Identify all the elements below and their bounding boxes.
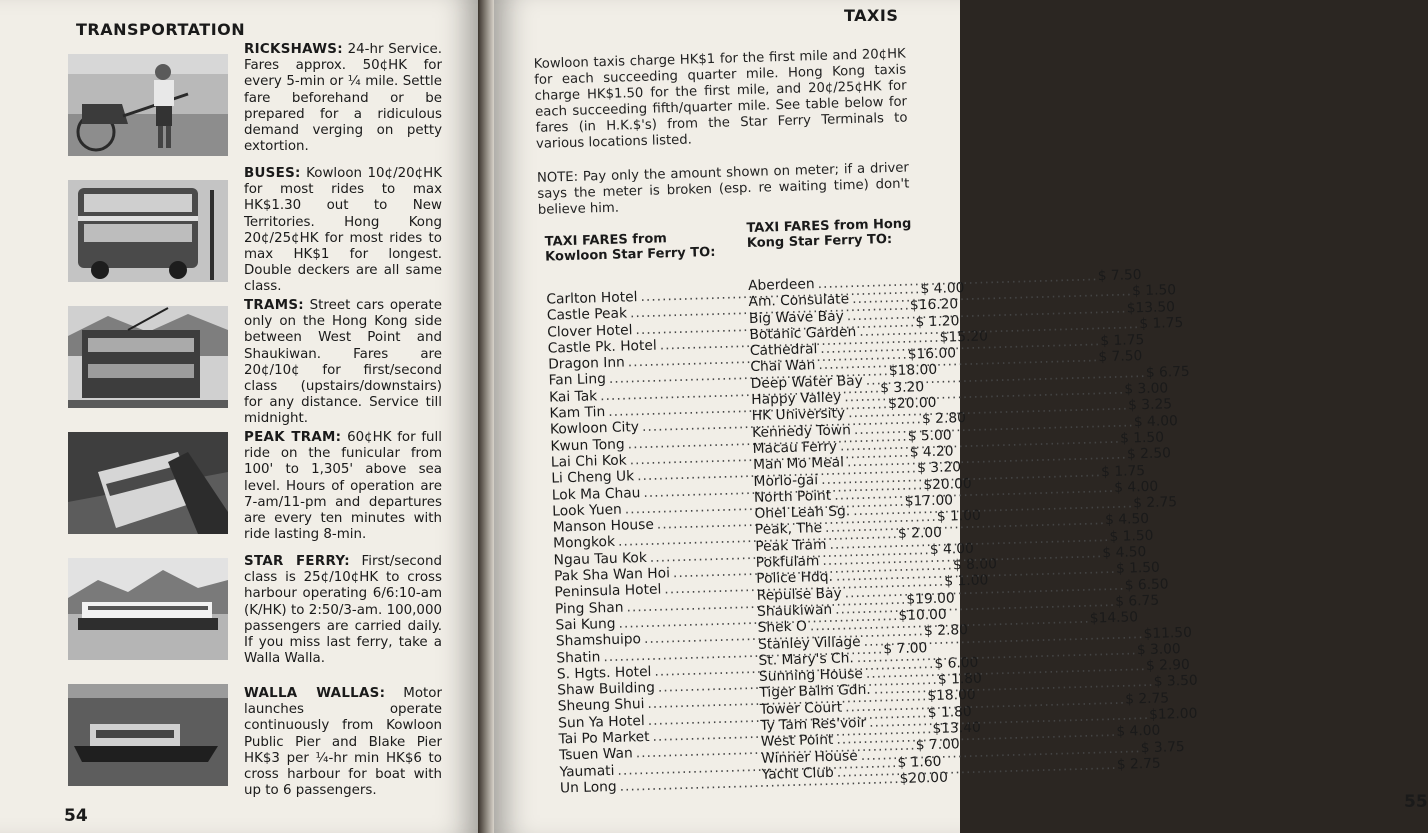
walla-walla-photo <box>68 684 228 786</box>
fare-destination: Aberdeen <box>747 276 815 295</box>
fare-destination: Fan Ling <box>548 371 607 390</box>
fare-destination: Sun Ya Hotel <box>557 712 645 732</box>
fare-destination: Tsuen Wan <box>558 745 633 764</box>
fare-destination: Ty Tam Res'voir <box>760 714 867 734</box>
fare-amount: $ 6.00 <box>934 654 979 672</box>
fare-destination: Lok Ma Chau <box>551 484 641 504</box>
fare-destination: Yacht Club <box>761 764 835 783</box>
tram-photo <box>68 306 228 408</box>
fare-amount: $ 5.00 <box>907 427 952 445</box>
entry-text: Street cars operate only on the Hong Kong side between West Point and Shaukiwan. Fares are 20¢/10¢ for first/second class (upstairs/downstairs) for any distance. Service till midnight. <box>244 298 442 427</box>
fare-amount: $18.00 <box>927 687 976 705</box>
fare-destination: Mongkok <box>552 534 616 553</box>
fare-amount: $ 4.20 <box>909 443 954 461</box>
fare-amount: $ 3.25 <box>1127 396 1173 414</box>
fare-destination: Shatin <box>556 648 601 667</box>
fare-destination: Happy Valley <box>751 389 842 409</box>
left-page <box>0 0 478 833</box>
fare-amount: $ 3.50 <box>1153 673 1198 691</box>
fare-destination: North Point <box>753 487 832 506</box>
entry-text: First/second class is 25¢/10¢HK to cross harbour operating 6/6:10-am (K/HK) to 2:50/3-am. 100,000 passengers are carried daily. If you miss last ferry, take a Walla Walla. <box>244 554 442 667</box>
fare-amount: $ 4.00 <box>1133 412 1178 430</box>
fare-destination: Macau Ferry <box>752 438 838 457</box>
right-page <box>494 0 1428 833</box>
fare-amount: $16.00 <box>907 345 957 363</box>
entry-walla-wallas <box>244 686 442 799</box>
fare-destination: Peak Tram <box>755 536 827 555</box>
page-number: 54 <box>64 806 88 826</box>
fare-amount: $ 3.00 <box>1124 380 1169 398</box>
fare-amount: $12.00 <box>1148 705 1198 723</box>
fare-destination: Tower Court <box>759 699 843 718</box>
entry-rickshaws <box>244 42 442 155</box>
page-number: 55 <box>1404 792 1428 812</box>
fare-amount: $ 1.50 <box>1115 559 1161 578</box>
fare-destination: Lai Chi Kok <box>550 452 627 471</box>
fare-destination: Ping Shan <box>554 599 624 618</box>
fare-destination: Botanic Garden <box>749 323 857 343</box>
fare-destination: Cathedral <box>749 341 818 360</box>
fare-amount: $ 1.00 <box>944 572 989 590</box>
rickshaw-photo <box>68 54 228 156</box>
fare-amount: $ 7.00 <box>883 639 928 657</box>
fare-amount: $ 2.75 <box>1116 755 1161 773</box>
fare-amount: $ 1.80 <box>937 670 983 688</box>
fare-destination: Deep Water Bay <box>750 372 863 392</box>
fare-amount: $20.00 <box>887 394 937 413</box>
fare-amount: $ 2.00 <box>897 525 943 543</box>
fare-amount: $ 1.50 <box>1109 527 1154 545</box>
entry-trams <box>244 298 442 428</box>
fare-destination: Carlton Hotel <box>546 289 638 308</box>
fare-amount: $11.50 <box>1143 624 1193 642</box>
fare-destination: Castle Pk. Hotel <box>547 337 657 357</box>
entry-heading: STAR FERRY: <box>244 554 350 569</box>
fare-destination: Ohel Leah Sg. <box>754 503 851 523</box>
fare-destination: Castle Peak <box>546 305 628 324</box>
fare-amount: $20.00 <box>923 475 972 493</box>
fare-amount: $ 1.75 <box>1100 332 1145 350</box>
fare-destination: S. Hgts. Hotel <box>556 663 652 683</box>
fare-amount: $17.00 <box>904 492 954 510</box>
fare-amount: $ 4.00 <box>1114 478 1159 496</box>
entry-heading: PEAK TRAM: <box>244 430 342 445</box>
fare-amount: $ 4.00 <box>929 540 974 558</box>
fare-amount: $ 1.00 <box>936 507 981 525</box>
fare-amount: $19.00 <box>906 590 955 608</box>
entry-text: 24-hr Service. Fares approx. 50¢HK for every 5-min or ¼ mile. Settle fare beforehand or be prepared for a ridiculous demand verging on petty extortion. <box>244 42 442 155</box>
fare-amount: $ 2.75 <box>1132 494 1178 512</box>
fare-destination: Stanley Village <box>757 633 861 653</box>
fare-destination: Kwun Tong <box>550 436 625 455</box>
fare-amount: $ 4.50 <box>1102 544 1147 562</box>
fare-amount: $ 1.75 <box>1139 314 1184 332</box>
fare-destination: Repulse Bay <box>756 585 842 604</box>
fare-amount: $ 3.00 <box>1136 640 1181 659</box>
fare-amount: $ 2.75 <box>1124 690 1170 708</box>
fare-amount: $14.50 <box>1089 609 1139 627</box>
fare-amount: $ 1.75 <box>1100 462 1146 480</box>
fare-amount: $18.00 <box>888 362 938 380</box>
book-gutter <box>478 0 494 833</box>
fare-destination: Morlo-gai <box>753 471 819 490</box>
fare-destination: Shaukiwan <box>756 601 833 620</box>
fare-destination: Big Wave Bay <box>748 307 844 327</box>
fare-amount: $ 2.80 <box>921 410 967 428</box>
fare-destination: Manson House <box>552 516 655 536</box>
entry-star-ferry <box>244 554 442 667</box>
fare-destination: Am. Consulate <box>748 291 850 311</box>
fare-destination: Chai Wan <box>750 357 816 376</box>
fare-amount: $ 3.20 <box>880 378 925 397</box>
fare-destination: Ngau Tau Kok <box>553 549 648 569</box>
fare-destination: Kai Tak <box>548 388 598 406</box>
fare-destination: Peak, The <box>754 520 823 539</box>
fare-destination: Sunning House <box>758 666 864 685</box>
fare-amount: $ 8.00 <box>952 556 998 574</box>
entry-heading: WALLA WALLAS: <box>244 686 386 701</box>
entry-heading: RICKSHAWS: <box>244 42 343 57</box>
fare-amount: $ 6.75 <box>1145 363 1190 381</box>
fare-amount: $ 1.60 <box>897 753 942 771</box>
fare-destination: Look Yuen <box>552 501 623 520</box>
fare-amount: $13.40 <box>932 719 981 738</box>
fare-destination: Tiger Balm Gdn. <box>759 682 871 702</box>
fare-amount: $ 2.50 <box>1126 445 1172 463</box>
fare-amount: $ 4.00 <box>920 279 965 298</box>
fare-amount: $ 4.50 <box>1104 511 1150 529</box>
fare-destination: Clover Hotel <box>547 321 633 341</box>
entry-text: 60¢HK for full ride on the funicular from 100' to 1,305' above sea level. Hours of operation are 7-am/11-pm and departures are every ten minutes with ride lasting 8-min. <box>244 430 442 543</box>
fare-amount: $ 6.50 <box>1124 576 1169 594</box>
entry-heading: TRAMS: <box>244 298 304 313</box>
fare-amount: $ 7.50 <box>1097 267 1142 285</box>
entry-text: Kowloon 10¢/20¢HK for most rides to max HK$1.30 out to New Territories. Hong Kong 20¢/25¢HK for most rides to max HK$1 for longest. Double deckers are all same class. <box>244 166 442 295</box>
fare-destination: Shamshuipo <box>555 631 642 650</box>
fare-destination: Shaw Building <box>557 679 656 699</box>
fare-amount: $ 1.50 <box>1131 282 1177 300</box>
fare-destination: Kam Tin <box>549 404 606 422</box>
star-ferry-photo <box>68 558 228 660</box>
fare-amount: $ 2.90 <box>1145 656 1191 675</box>
fare-destination: Dragon Inn <box>547 354 626 373</box>
kowloon-fares-heading: TAXI FARES from Kowloon Star Ferry TO: <box>544 231 716 265</box>
fare-amount: $13.50 <box>1126 298 1176 317</box>
fare-destination: Sheung Shui <box>557 696 645 715</box>
fare-destination: Police Hdq. <box>756 569 834 588</box>
fare-destination: Winner House <box>761 747 858 767</box>
fare-destination: Yaumati <box>559 762 615 781</box>
fare-destination: Kowloon City <box>549 419 640 438</box>
entry-text: Motor launches operate continuously from Kowloon Public Pier and Blake Pier HK$3 per ¼-hr min HK$6 to cross harbour for boat with up to 6 passengers. <box>244 686 442 799</box>
fare-amount: $ 7.00 <box>915 736 960 754</box>
fare-amount: $ 2.80 <box>923 622 969 640</box>
fare-amount: $ 3.75 <box>1140 738 1185 756</box>
fare-amount: $ 6.75 <box>1115 592 1160 610</box>
fare-amount: $ 4.00 <box>1116 722 1161 741</box>
fare-amount: $16.20 <box>909 296 959 314</box>
peak-tram-photo <box>68 432 228 534</box>
fare-destination: Kennedy Town <box>751 421 852 441</box>
fare-amount: $ 1.50 <box>1119 429 1165 447</box>
fare-destination: HK University <box>751 405 846 425</box>
fare-amount: $ 1.20 <box>915 312 960 330</box>
page-title: TAXIS <box>844 6 899 25</box>
fare-amount: $20.00 <box>899 769 949 787</box>
fare-amount: $15.20 <box>939 328 989 346</box>
hongkong-fares-heading: TAXI FARES from Hong Kong Star Ferry TO: <box>746 216 912 252</box>
taxi-intro: Kowloon taxis charge HK$1 for the first mile and 20¢HK for each succeeding quarter mile. Hong Kong taxis charge HK$1.50 for the first mile, and 20¢/25¢HK for each succeeding fifth/quarter mile. See table below for fares (in H.K.$'s) from the Star Ferry Terminals to various locations listed. <box>533 46 908 152</box>
fare-destination: Sai Kung <box>555 615 616 634</box>
fare-amount: $ 3.20 <box>916 459 962 477</box>
fare-destination: Li Cheng Uk <box>551 468 635 487</box>
fare-destination: Un Long <box>559 778 617 797</box>
fare-destination: Tai Po Market <box>558 728 650 748</box>
fare-amount: $10.00 <box>898 606 947 624</box>
fare-destination: Shek O <box>757 618 808 637</box>
entry-heading: BUSES: <box>244 166 301 181</box>
fare-destination: West Point <box>760 732 834 751</box>
fare-destination: St. Mary's Ch. <box>758 650 855 669</box>
bus-photo <box>68 180 228 282</box>
page-title: TRANSPORTATION <box>76 20 246 39</box>
fare-destination: Peninsula Hotel <box>554 581 662 601</box>
fare-destination: Pak Sha Wan Hoi <box>553 565 671 585</box>
entry-peak-tram <box>244 430 442 543</box>
fare-amount: $ 1.80 <box>927 703 972 721</box>
taxi-content <box>494 0 1198 833</box>
fare-destination: Pokfulam <box>755 553 820 571</box>
fare-destination: Man Mo Meal <box>752 454 845 474</box>
taxi-note: NOTE: Pay only the amount shown on meter; if a driver says the meter is broken (esp. re waiting time) don't believe him. <box>536 160 910 218</box>
entry-buses <box>244 166 442 296</box>
fare-amount: $ 7.50 <box>1098 348 1143 366</box>
